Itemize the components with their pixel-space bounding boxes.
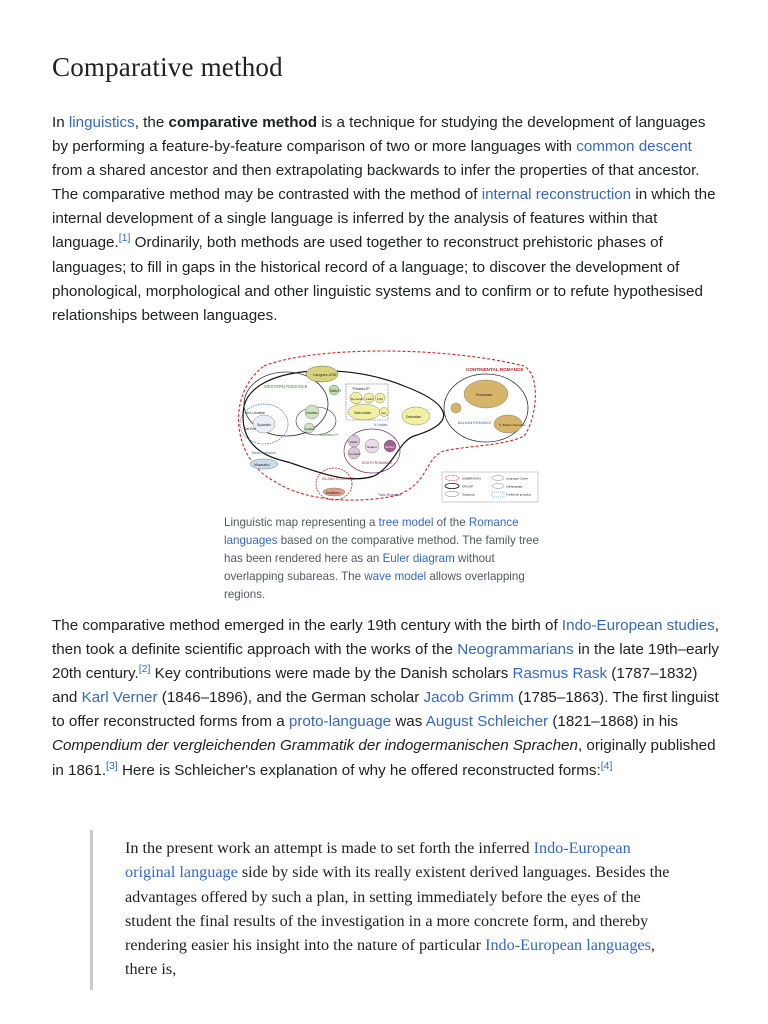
text: allows overlapping regions. [224,570,525,601]
label: BALKAN ROMANCE [458,421,492,425]
link-indo-european-languages[interactable]: Indo-European languages [485,936,651,955]
romance-languages-diagram[interactable] [224,346,542,506]
text: (1846–1896), and the German scholar [157,689,424,707]
text: in the late 19th–early 20th century. [52,641,719,683]
link-proto-language[interactable]: proto-language [288,713,392,731]
label: Mozarabic [254,463,270,467]
link-august-schleicher[interactable]: August Schleicher [425,713,549,731]
text: , there is, [125,936,655,979]
intro-paragraph [52,111,724,328]
text: was [391,713,426,731]
label: Catalan [305,427,316,431]
link-common-descent[interactable]: common descent [576,138,692,156]
link-wave-model[interactable]: wave model [364,570,427,583]
ref-link-2[interactable]: [2] [138,663,151,676]
label: Occitan [306,411,318,415]
label: "Rhaeto-R" [352,387,370,391]
label: Ladin [366,397,374,401]
text: Ordinarily, both methods are used together to reconstruct prehistoric phases of languages; to fill in gaps in the historical record of a language; to discover the development of phonological, morphological and other linguistic systems and to confirm or to refute hypothesised relationships between languages. [52,234,703,324]
ref-link-4[interactable]: [4] [600,759,613,772]
label: Neapol. [367,445,378,449]
text: in which the internal development of a single language is inferred by the analysis of features within that language. [52,186,716,252]
continental-label: CONTINENTAL ROMANCE [466,367,524,372]
text: without overlapping subareas. The [224,552,495,583]
label: Traditional grouping [506,492,531,497]
text: (1787–1832) and [52,665,698,707]
history-paragraph [52,614,724,783]
bold-term: comparative method [168,114,318,131]
label: N. Italian [374,423,388,427]
label: Language Cluster [506,476,529,481]
balkan-small [451,403,461,413]
text: Key contributions were made by the Danish scholars [150,665,513,683]
text: of the [433,516,469,529]
label: Sardinian [326,491,340,495]
label: Occitano-R [320,433,338,437]
book-title: Compendium der vergleichenden Grammatik der indogermanischen Sprachen [52,737,578,755]
link-linguistics[interactable]: linguistics [68,114,135,131]
label: Gallo-R [330,389,341,393]
blockquote [90,830,715,990]
text: , then took a definite scientific approach with the works of the [52,617,719,659]
link-euler-diagram[interactable]: Euler diagram [382,552,455,565]
label: Gallo-Italian [354,411,372,415]
label: Corsican [349,452,361,456]
label: ISLAND ROMANCE [322,477,355,481]
link-romance-languages[interactable]: Romance languages [224,516,519,547]
label: Ven [381,411,387,415]
text: In the present work an attempt is made to set forth the inferred [125,839,534,857]
link-rasmus-rask[interactable]: Rasmus Rask [512,665,608,683]
label: Romansh [351,397,364,401]
text: , the [134,114,169,131]
ref-link-1[interactable]: [1] [118,232,131,245]
text: (1821–1868) in his [548,713,679,731]
link-indo-european-original-language[interactable]: Indo-European original language [125,839,631,882]
link-jacob-grimm[interactable]: Jacob Grimm [423,689,514,707]
text: based on the comparative method. The family tree has been rendered here as an [224,534,539,565]
text: side by side with its really existent derived languages. Besides the advantages offered by such a plan, in setting immediately before the eyes of the student the final results of the investigation in a more concrete form, and thereby rendering easier his insight into the nature of particular [125,863,670,955]
label: Friul [377,397,383,401]
label: Ast.-Leonese [246,411,265,415]
label: Gal-Port [244,427,256,431]
label: Sublanguage [506,484,523,489]
text: The comparative method emerged in the early 19th century with the birth of [52,617,562,634]
label: "Ibero-Romance" [251,451,277,455]
label: SOUTH ROMANCE [362,461,393,465]
text: from a shared ancestor and then extrapolating backwards to infer the properties of that ancestor. The comparative method may be contrasted with the method of [52,162,700,204]
text: , originally published in 1861. [52,737,716,779]
label: S. Balkan Romance [499,423,526,427]
label: Sicilian [385,445,395,449]
text: In [52,114,69,131]
label: Romanian [476,393,493,397]
label: Italian [350,440,359,444]
label: Subgroup [462,492,476,497]
text: Linguistic map representing a [224,516,379,529]
label: "Italo-Romance" [378,493,403,497]
link-neogrammarians[interactable]: Neogrammarians [457,641,574,659]
link-tree-model[interactable]: tree model [378,516,434,529]
page-title: Comparative method [52,52,283,82]
figure-caption [224,514,544,604]
text: (1785–1863). The first linguist to offer reconstructed forms from a [52,689,719,731]
text: is a technique for studying the development of languages by performing a feature-by-feature comparison of two or more languages with [52,114,706,156]
label: SUBBRANCH [462,476,481,481]
label: Langues d'Oïl [313,373,337,377]
label: Spanish [257,423,271,427]
text: Here is Schleicher's explanation of why he offered reconstructed forms: [117,761,601,779]
western-label: WESTERN ROMANCE [264,384,308,389]
label: Dalmatian [406,415,422,419]
label: GROUP [462,484,474,489]
link-karl-verner[interactable]: Karl Verner [81,689,158,707]
link-indo-european-studies[interactable]: Indo-European studies [561,617,715,634]
ref-link-3[interactable]: [3] [106,759,118,772]
link-internal-reconstruction[interactable]: internal reconstruction [481,186,632,204]
